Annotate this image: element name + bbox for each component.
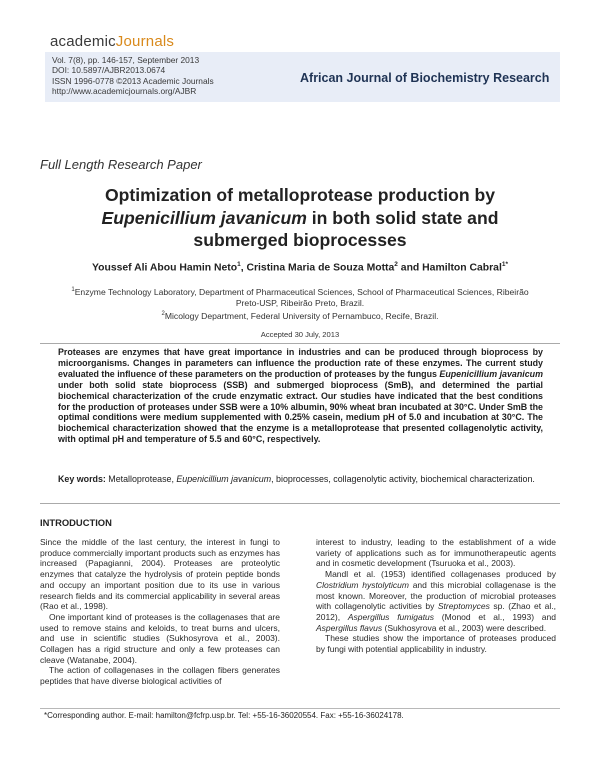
paragraph: The action of collagenases in the collagen fibers generates peptides that have diverse biological activities of (40, 665, 280, 687)
author-list: Youssef Ali Abou Hamin Neto$^1$, Cristina Maria de Souza Motta$^2$ and Hamilton Cabral$^{1*}$ (91, 261, 509, 274)
author-name: Hamilton Cabral (422, 262, 502, 274)
keywords-label: Key words: (58, 474, 106, 484)
body-column-right (316, 537, 556, 655)
abstract-text: Proteases are enzymes that have great importance in industries and can be produced through bioprocess by microorganisms. Changes in parameters can influence the production rate of these enzymes. The current study evaluated the influence of these parameters on the production of proteases by the fungus Eupenicillium javanicum under both solid state bioprocess (SSB) and submerged bioprocess (SmB), and determined the partial biochemical characterization of the crude enzymatic extract. Our studies have indicated that the best conditions for the production of proteases under SSB were a 10% albumin, 90% wheat bran incubated at 30°C. Under SmB the optimal conditions were medium supplemented with 0.25% casein, medium pH of 5.0 and incubation at 30°C. The biochemical characterization showed that the enzyme is a metalloprotease that presented collagenolytic activity, with optimal pH and temperature of 5.5 and 60°C, respectively. (58, 347, 543, 445)
accepted-date: Accepted 30 July, 2013 (260, 330, 340, 339)
section-heading-introduction: INTRODUCTION (40, 517, 112, 528)
publisher-logo: academicJournals (50, 33, 175, 50)
affiliation: $^1$Enzyme Technology Laboratory, Department of Pharmaceutical Sciences, School of Pharmaceutical Sciences, Ribeirão Preto-USP, Ribeirão Preto, Brazil. (71, 286, 529, 308)
author-name: Cristina Maria de Souza Motta (246, 262, 395, 274)
meta-url[interactable]: http://www.academicjournals.org/AJBR (52, 86, 197, 97)
corresponding-author-footnote: *Corresponding author. E-mail: hamilton@fcfrp.usp.br. Tel: +55-16-36020554. Fax: +55-16-36024178. (44, 711, 404, 720)
body-column-left (40, 537, 280, 687)
paragraph: One important kind of proteases is the collagenases that are used to remove stains and keloids, to treat burns and ulcers, and use in scientific studies (Sukhosyrova et al., 2003). Collagen has a rigid structure and only a few proteases can cleave (Watanabe, 2004). (40, 611, 280, 665)
affiliations (60, 285, 540, 322)
author-name: Youssef Ali Abou Hamin Neto (91, 262, 238, 274)
journal-name: African Journal of Biochemistry Research (300, 71, 550, 85)
keywords: Key words: Metalloprotease, Eupenicillium javanicum, bioprocesses, collagenolytic activity, biochemical characterization. (58, 474, 535, 484)
paragraph: interest to industry, leading to the establishment of a wide variety of applications such as for immunotherapeutic agents and in cosmetic development (Tsuruoka et al., 2003). (316, 537, 556, 569)
paragraph: These studies show the importance of proteases produced by fungi with potential applicability in industry. (316, 633, 556, 655)
affiliation: $^2$Micology Department, Federal University of Pernambuco, Recife, Brazil. (161, 310, 439, 321)
paragraph: Since the middle of the last century, the interest in fungi to produce commercially important products such as enzymes has increased (Papagianni, 2004). Proteases are proteolytic enzymes that catalyze the hydrolysis of protein peptide bonds and occupy an important position due to its use in various research fields and its commercial applicability in several areas (Rao et al., 1998). (40, 537, 280, 612)
paper-type: Full Length Research Paper (40, 157, 202, 172)
meta-issn: ISSN 1996-0778 ©2013 Academic Journals (52, 75, 214, 86)
meta-volume: Vol. 7(8), pp. 146-157, September 2013 (52, 55, 200, 65)
footnote-divider (40, 708, 560, 709)
paragraph: Mandl et al. (1953) identified collagenases produced by Clostridium hystolyticum and this microbial collagenase is the most known. Moreover, the production of microbial proteases with collagenolytic activities by Streptomyces sp. (Zhao et al., 2012), Aspergillus fumigatus (Monod et al., 1993) and Aspergillus flavus (Sukhosyrova et al., 2003) were described. (316, 569, 556, 633)
title-species: Eupenicillium javanicum (101, 207, 307, 228)
paper-title: Optimization of metalloprotease production by Eupenicillium javanicum in both solid state and submerged bioprocesses (101, 185, 499, 250)
meta-doi: DOI: 10.5897/AJBR2013.0674 (52, 65, 166, 76)
journal-meta (52, 55, 214, 97)
